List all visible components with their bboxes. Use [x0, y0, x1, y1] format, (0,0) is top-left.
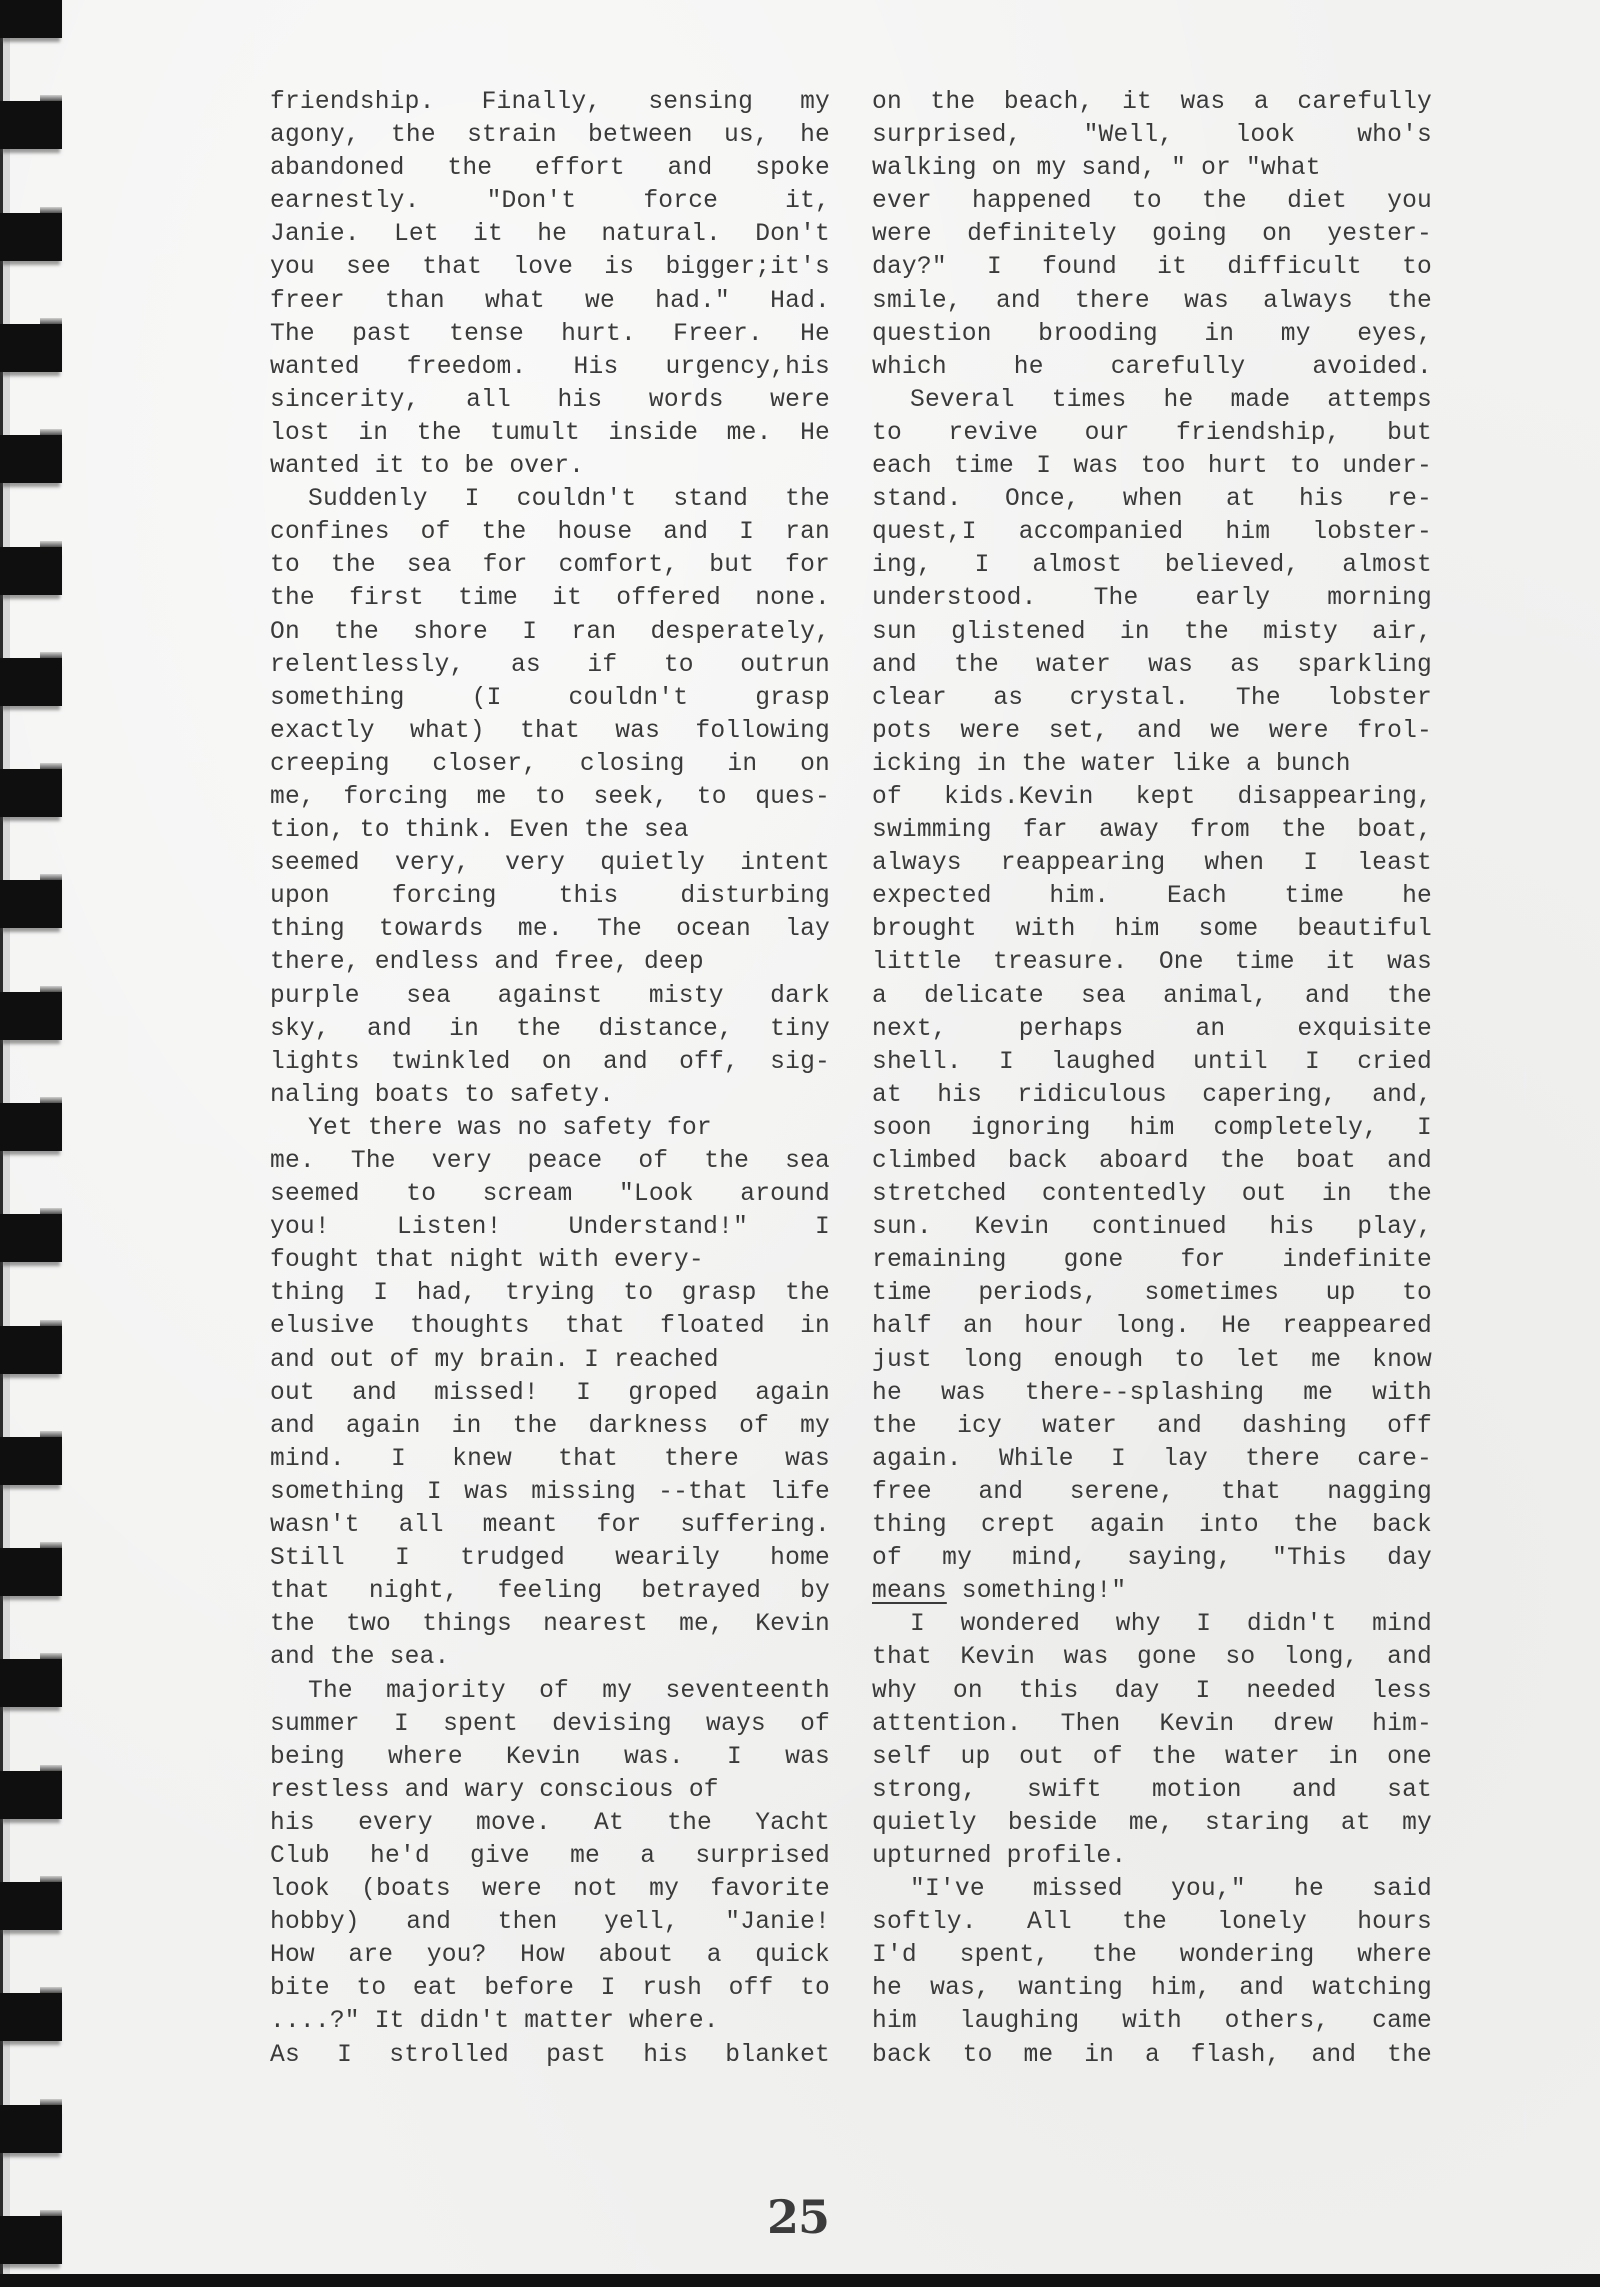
text-line: Janie. Let it he natural. Don't	[270, 221, 830, 249]
text-line: and out of my brain. I reached	[270, 1346, 719, 1374]
text-line: icking in the water like a bunch	[872, 750, 1351, 778]
text-line: free and serene, that nagging	[872, 1478, 1432, 1506]
text-line: clear as crystal. The lobster	[872, 684, 1432, 712]
text-line: abandoned the effort and spoke	[270, 155, 830, 183]
text-line: me, forcing me to seek, to ques-	[270, 783, 830, 811]
text-line: hobby) and then yell, "Janie!	[270, 1909, 830, 1937]
spiral-binding	[0, 0, 80, 2287]
text-line: means something!"	[872, 1578, 1127, 1606]
text-line: mind. I knew that there was	[270, 1445, 830, 1473]
underlined-word: means	[872, 1578, 947, 1606]
text-line: look (boats were not my favorite	[270, 1876, 830, 1904]
text-line: the first time it offered none.	[270, 585, 830, 613]
text-line: sky, and in the distance, tiny	[270, 1015, 830, 1043]
binding-tab	[0, 992, 62, 1040]
binding-tab	[0, 1993, 62, 2041]
text-line: summer I spent devising ways of	[270, 1710, 830, 1738]
text-line: and the sea.	[270, 1644, 450, 1672]
text-line: seemed very, very quietly intent	[270, 850, 830, 878]
text-line: of kids.Kevin kept disappearing,	[872, 783, 1432, 811]
text-line: day?" I found it difficult to	[872, 254, 1432, 282]
text-line: understood. The early morning	[872, 585, 1432, 613]
binding-tab	[0, 101, 62, 149]
text-line: he was, wanting him, and watching	[872, 1975, 1432, 2003]
binding-tab	[0, 1214, 62, 1262]
text-line: The majority of my seventeenth	[308, 1677, 830, 1705]
text-line: upturned profile.	[872, 1842, 1127, 1870]
text-line: I wondered why I didn't mind	[910, 1611, 1432, 1639]
text-line: and again in the darkness of my	[270, 1412, 830, 1440]
text-line: always reappearing when I least	[872, 850, 1432, 878]
text-line: exactly what) that was following	[270, 717, 830, 745]
text-line: creeping closer, closing in on	[270, 750, 830, 778]
text-line: next, perhaps an exquisite	[872, 1015, 1432, 1043]
text-line: sun. Kevin continued his play,	[872, 1214, 1432, 1242]
text-line: soon ignoring him completely, I	[872, 1114, 1432, 1142]
text-line: to revive our friendship, but	[872, 419, 1432, 447]
binding-tab	[0, 769, 62, 817]
text-line: climbed back aboard the boat and	[872, 1148, 1432, 1175]
text-line: something I was missing --that life	[270, 1478, 830, 1506]
binding-tab	[0, 0, 62, 38]
text-line: you! Listen! Understand!" I	[270, 1214, 830, 1242]
binding-tab	[0, 658, 62, 706]
binding-tab	[0, 1437, 62, 1485]
text-line: the icy water and dashing off	[872, 1412, 1432, 1440]
text-line: you see that love is bigger;it's	[270, 254, 830, 282]
right-text-column	[872, 86, 1432, 2072]
text-line: The past tense hurt. Freer. He	[270, 320, 830, 348]
text-line: out and missed! I groped again	[270, 1379, 830, 1407]
text-line: walking on my sand, " or "what	[872, 155, 1321, 183]
text-line: brought with him some beautiful	[872, 916, 1432, 944]
text-line: Several times he made attemps	[910, 386, 1432, 414]
text-line: fought that night with every-	[270, 1247, 704, 1275]
text-line: confines of the house and I ran	[270, 519, 830, 547]
binding-tab	[0, 213, 62, 261]
text-line: that Kevin was gone so long, and	[872, 1644, 1432, 1672]
text-line: Still I trudged wearily home	[270, 1545, 830, 1573]
text-line: purple sea against misty dark	[270, 982, 830, 1010]
text-line: why on this day I needed less	[872, 1677, 1432, 1705]
text-line: shell. I laughed until I cried	[872, 1048, 1432, 1076]
text-line: thing crept again into the back	[872, 1512, 1432, 1540]
text-line: seemed to scream "Look around	[270, 1181, 830, 1209]
text-line: thing towards me. The ocean lay	[270, 916, 830, 944]
text-line: freer than what we had." Had.	[270, 287, 830, 315]
text-line: which he carefully avoided.	[872, 353, 1432, 381]
text-line: to the sea for comfort, but for	[270, 552, 830, 580]
text-line: a delicate sea animal, and the	[872, 982, 1432, 1010]
text-line: restless and wary conscious of	[270, 1776, 719, 1804]
text-line: being where Kevin was. I was	[270, 1743, 830, 1771]
text-line: wanted freedom. His urgency,his	[270, 353, 830, 381]
text-line: softly. All the lonely hours	[872, 1909, 1432, 1937]
binding-tab	[0, 435, 62, 483]
binding-tab	[0, 2216, 62, 2264]
text-line: at his ridiculous capering, and,	[872, 1081, 1432, 1109]
text-line: sincerity, all his words were	[270, 386, 830, 414]
text-line: I'd spent, the wondering where	[872, 1942, 1432, 1970]
text-line: wasn't all meant for suffering.	[270, 1512, 830, 1540]
text-line: pots were set, and we were frol-	[872, 717, 1432, 745]
text-line: of my mind, saying, "This day	[872, 1545, 1432, 1573]
binding-tab	[0, 1882, 62, 1930]
text-line: tion, to think. Even the sea	[270, 817, 689, 845]
text-line: expected him. Each time he	[872, 883, 1432, 911]
text-line: relentlessly, as if to outrun	[270, 651, 830, 679]
text-line: and the water was as sparkling	[872, 651, 1432, 679]
text-line: ....?" It didn't matter where.	[270, 2008, 719, 2036]
text-line: naling boats to safety.	[270, 1081, 615, 1109]
text-line: that night, feeling betrayed by	[270, 1578, 830, 1606]
text-line: smile, and there was always the	[872, 287, 1432, 315]
text-line: him laughing with others, came	[872, 2008, 1432, 2036]
left-text-column	[270, 86, 830, 2072]
binding-tab	[0, 1659, 62, 1707]
text-line: quest,I accompanied him lobster-	[872, 519, 1432, 547]
text-line: question brooding in my eyes,	[872, 320, 1432, 348]
scan-bottom-edge	[0, 2274, 1600, 2287]
text-line: each time I was too hurt to under-	[872, 453, 1432, 481]
text-line: ever happened to the diet you	[872, 188, 1432, 216]
text-line: quietly beside me, staring at my	[872, 1809, 1432, 1837]
text-line: attention. Then Kevin drew him-	[872, 1710, 1432, 1738]
binding-tab	[0, 1548, 62, 1596]
binding-tab	[0, 1326, 62, 1374]
text-line: stand. Once, when at his re-	[872, 486, 1432, 514]
text-line: swimming far away from the boat,	[872, 817, 1432, 845]
binding-tab	[0, 880, 62, 928]
text-line: half an hour long. He reappeared	[872, 1313, 1432, 1341]
text-line: lost in the tumult inside me. He	[270, 419, 830, 447]
text-line: elusive thoughts that floated in	[270, 1313, 830, 1341]
text-line: lights twinkled on and off, sig-	[270, 1048, 830, 1076]
text-line: friendship. Finally, sensing my	[270, 89, 830, 116]
text-line: agony, the strain between us, he	[270, 122, 830, 150]
text-line: Club he'd give me a surprised	[270, 1842, 830, 1870]
text-line: there, endless and free, deep	[270, 949, 704, 977]
text-line: surprised, "Well, look who's	[872, 122, 1432, 150]
binding-tab	[0, 547, 62, 595]
text-line: Suddenly I couldn't stand the	[308, 486, 830, 514]
text-line: time periods, sometimes up to	[872, 1280, 1432, 1308]
text-line: back to me in a flash, and the	[872, 2041, 1432, 2069]
text-line: thing I had, trying to grasp the	[270, 1280, 830, 1308]
binding-tab	[0, 1103, 62, 1151]
text-line: he was there--splashing me with	[872, 1379, 1432, 1407]
text-line: How are you? How about a quick	[270, 1942, 830, 1970]
text-line: bite to eat before I rush off to	[270, 1975, 830, 2003]
text-line: strong, swift motion and sat	[872, 1776, 1432, 1804]
text-line: As I strolled past his blanket	[270, 2041, 830, 2069]
text-line: his every move. At the Yacht	[270, 1809, 830, 1837]
text-line: the two things nearest me, Kevin	[270, 1611, 830, 1639]
text-line: On the shore I ran desperately,	[270, 618, 830, 646]
binding-tab	[0, 324, 62, 372]
text-line: something (I couldn't grasp	[270, 684, 830, 712]
text-line: earnestly. "Don't force it,	[270, 188, 830, 216]
binding-tab	[0, 1771, 62, 1819]
text-line: stretched contentedly out in the	[872, 1181, 1432, 1209]
binding-tab	[0, 2105, 62, 2153]
text-line: sun glistened in the misty air,	[872, 618, 1432, 646]
text-line: remaining gone for indefinite	[872, 1247, 1432, 1275]
text-line: upon forcing this disturbing	[270, 883, 830, 911]
text-line: on the beach, it was a carefully	[872, 89, 1432, 116]
text-line: me. The very peace of the sea	[270, 1148, 830, 1175]
text-line: self up out of the water in one	[872, 1743, 1432, 1771]
text-line: little treasure. One time it was	[872, 949, 1432, 977]
text-line: again. While I lay there care-	[872, 1445, 1432, 1473]
text-line: just long enough to let me know	[872, 1346, 1432, 1374]
text-line: Yet there was no safety for	[308, 1114, 712, 1142]
page-number: 25	[766, 2190, 829, 2244]
text-line: wanted it to be over.	[270, 453, 585, 481]
text-line: "I've missed you," he said	[910, 1876, 1432, 1904]
text-line: ing, I almost believed, almost	[872, 552, 1432, 580]
text-line: were definitely going on yester-	[872, 221, 1432, 249]
